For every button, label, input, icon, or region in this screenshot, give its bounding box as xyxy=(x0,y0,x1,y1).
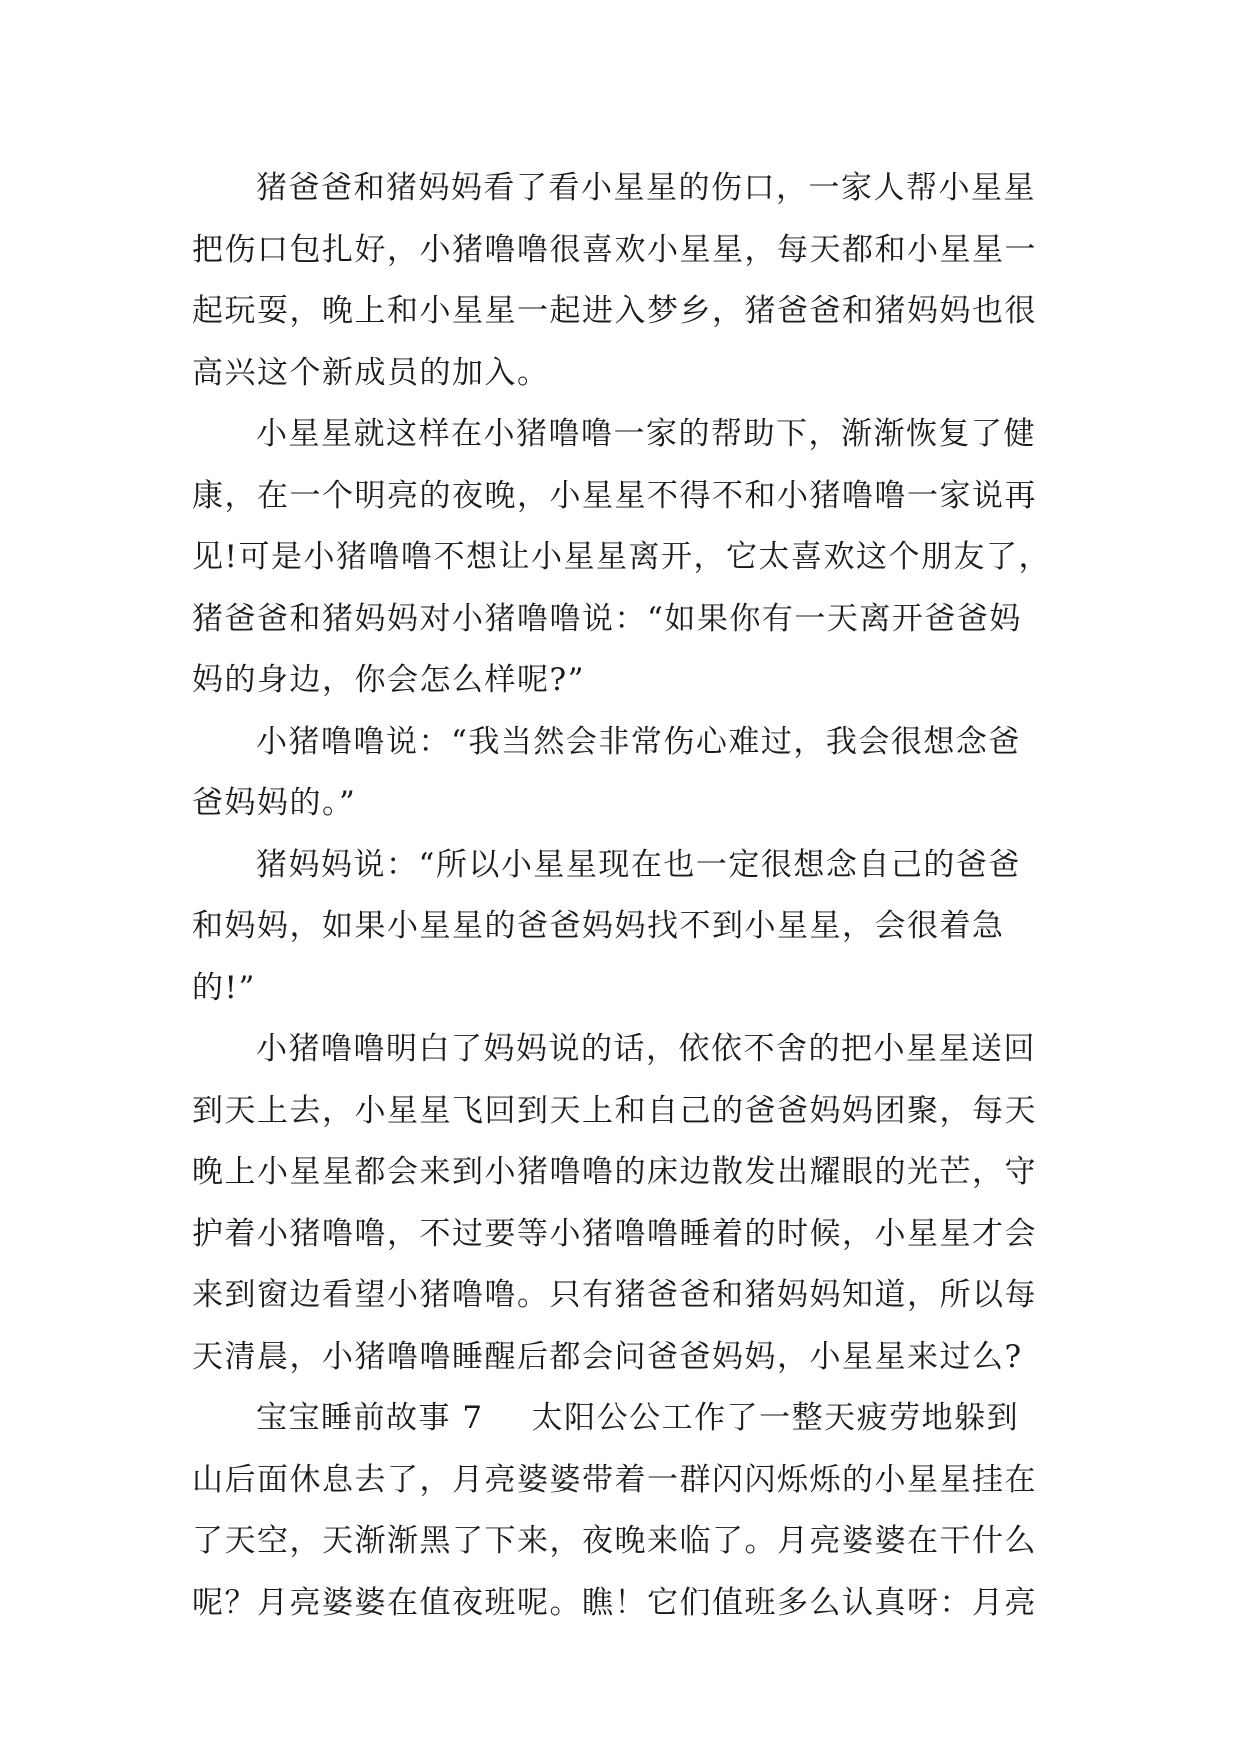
text-line: 猪爸爸和猪妈妈对小猪噜噜说：“如果你有一天离开爸爸妈 xyxy=(192,600,1022,637)
first-line-text: 太阳公公工作了一整天疲劳地躲到 xyxy=(531,1400,1020,1436)
text-line: 来到窗边看望小猪噜噜。只有猪爸爸和猪妈妈知道，所以每 xyxy=(192,1277,1037,1313)
text-line: 到天上去，小星星飞回到天上和自己的爸爸妈妈团聚，每天 xyxy=(192,1092,1037,1129)
paragraph-5 xyxy=(192,1019,1052,1388)
text-line: 康，在一个明亮的夜晚，小星星不得不和小猪噜噜一家说再 xyxy=(192,477,1037,514)
paragraph-6 xyxy=(192,1388,1052,1634)
text-line: 天清晨，小猪噜噜睡醒后都会问爸爸妈妈，小星星来过么? xyxy=(192,1338,1023,1375)
text-line: 小猪噜噜说：“我当然会非常伤心难过，我会很想念爸 xyxy=(256,723,1021,760)
text-line: 护着小猪噜噜，不过要等小猪噜噜睡着的时候，小星星才会 xyxy=(192,1215,1037,1252)
text-line: 妈的身边，你会怎么样呢?” xyxy=(192,662,585,698)
text-line: 的!” xyxy=(192,969,256,1006)
text-line: 猪爸爸和猪妈妈看了看小星星的伤口，一家人帮小星星 xyxy=(256,170,1036,206)
paragraph-2 xyxy=(192,404,1052,712)
text-line: 和妈妈，如果小星星的爸爸妈妈找不到小星星，会很着急 xyxy=(192,908,1005,944)
text-line: 呢？月亮婆婆在值夜班呢。瞧！它们值班多么认真呀：月亮 xyxy=(192,1584,1037,1621)
text-line: 晚上小星星都会来到小猪噜噜的床边散发出耀眼的光芒，守 xyxy=(192,1154,1037,1190)
text-line: 把伤口包扎好，小猪噜噜很喜欢小星星，每天都和小星星一 xyxy=(192,231,1037,268)
text-line: 猪妈妈说：“所以小星星现在也一定很想念自己的爸爸 xyxy=(256,846,1021,883)
text-line: 小星星就这样在小猪噜噜一家的帮助下，渐渐恢复了健 xyxy=(256,416,1036,452)
story-text xyxy=(192,158,1052,1634)
text-line: 起玩耍，晚上和小星星一起进入梦乡，猪爸爸和猪妈妈也很 xyxy=(192,293,1037,329)
paragraph-3 xyxy=(192,712,1052,835)
story-heading-line xyxy=(192,1388,1052,1450)
text-line: 了天空，天渐渐黑了下来，夜晚来临了。月亮婆婆在干什么 xyxy=(192,1523,1037,1559)
text-line: 见!可是小猪噜噜不想让小星星离开，它太喜欢这个朋友了， xyxy=(192,539,1051,575)
text-line: 小猪噜噜明白了妈妈说的话，依依不舍的把小星星送回 xyxy=(256,1031,1036,1067)
text-line: 爸妈妈的。” xyxy=(192,785,357,821)
story-heading: 宝宝睡前故事 7 xyxy=(256,1400,484,1436)
paragraph-4 xyxy=(192,835,1052,1020)
text-line: 山后面休息去了，月亮婆婆带着一群闪闪烁烁的小星星挂在 xyxy=(192,1461,1037,1498)
paragraph-1 xyxy=(192,158,1052,404)
text-line: 高兴这个新成员的加入。 xyxy=(192,354,550,391)
